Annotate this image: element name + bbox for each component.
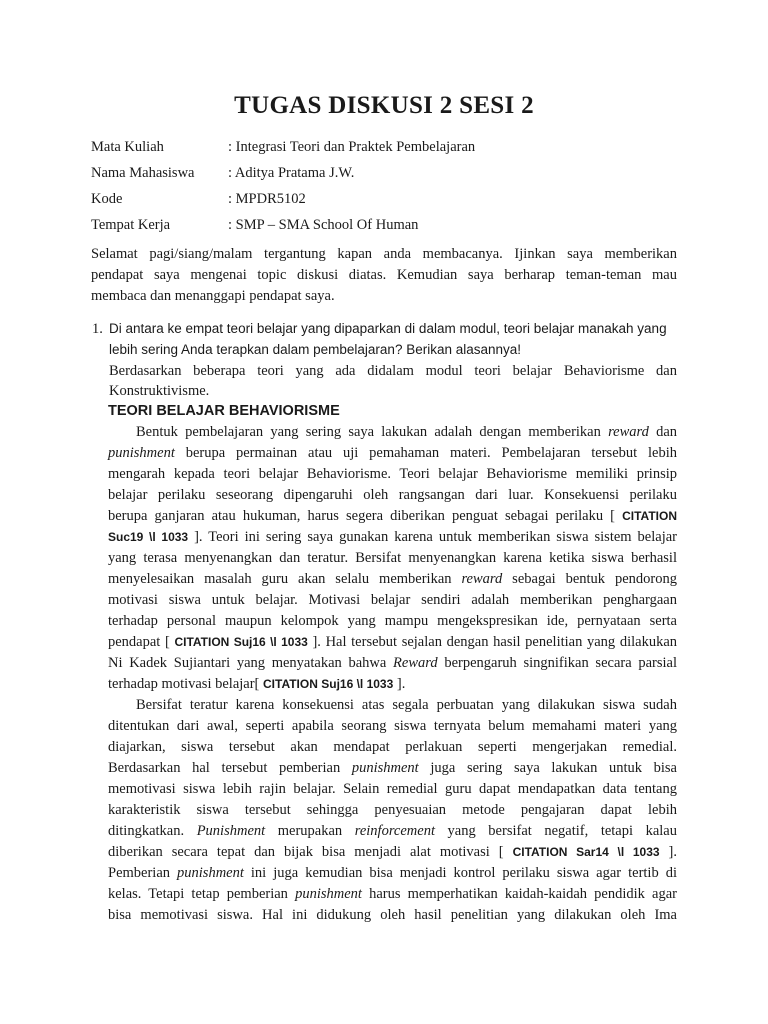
citation-field: Suc19 \l 1033 <box>108 530 189 544</box>
paragraph-line: kelas. Tetapi tetap pemberian punishment harus memperhatikan kaidah-kaidah pendidik agar <box>108 886 677 902</box>
paragraph-line: ditingkatkan. Punishment merupakan reinforcement yang bersifat negatif, tetapi kalau <box>108 823 677 839</box>
answer-intro-line: Berdasarkan beberapa teori yang ada didalam modul teori belajar Behaviorisme dan <box>109 363 677 379</box>
paragraph-line: diberikan secara tepat dan bijak bisa menjadi alat motivasi [ CITATION Sar14 \l 1033 ]. <box>108 844 677 860</box>
paragraph-line: punishment berupa permainan atau uji pemahaman materi. Pembelajaran tersebut lebih <box>108 445 677 461</box>
paragraph-line: belajar perilaku seseorang dipengaruhi oleh rangsangan dari luar. Konsekuensi perilaku <box>108 487 677 503</box>
intro-line: Selamat pagi/siang/malam tergantung kapan anda membacanya. Ijinkan saya memberikan <box>91 246 677 262</box>
meta-value: : Integrasi Teori dan Praktek Pembelajaran <box>228 139 476 155</box>
question-line: lebih sering Anda terapkan dalam pembelajaran? Berikan alasannya! <box>109 342 522 357</box>
paragraph-line: Berdasarkan hal tersebut pemberian punishment juga sering saya lakukan untuk bisa <box>108 760 677 776</box>
citation-field: CITATION Sar14 \l 1033 <box>512 845 660 859</box>
meta-label: Mata Kuliah <box>91 139 164 155</box>
paragraph-line: menyelesaikan masalah guru akan selalu memberikan reward sebagai bentuk pendorong <box>108 571 677 587</box>
paragraph-line: berupa ganjaran atau hukuman, harus segera diberikan penguat sebagai perilaku [ CITATION <box>108 508 677 524</box>
meta-row-workplace <box>91 217 475 243</box>
paragraph-line: motivasi siswa untuk belajar. Motivasi belajar sendiri adalah memberikan penghargaan <box>108 592 677 608</box>
paragraph-line: yang terasa menyenangkan dan teratur. Bersifat menyenangkan karena ketika siswa berhasil <box>108 550 677 566</box>
paragraph-line: terhadap personal maupun kelompok yang mampu mengekspresikan ide, pernyataan serta <box>108 613 677 629</box>
citation-field: CITATION Suj16 \l 1033 <box>263 677 394 691</box>
meta-row-code <box>91 191 475 217</box>
paragraph-line: ditentukan dari awal, seperti apabila seorang siswa ternyata belum memahami materi yang <box>108 718 677 734</box>
paragraph-line: karakteristik siswa tersebut sehingga penyesuaian metode pengajaran dapat lebih <box>108 802 677 818</box>
meta-block <box>91 139 475 243</box>
meta-value: : SMP – SMA School Of Human <box>228 217 419 233</box>
question-line: Di antara ke empat teori belajar yang dipaparkan di dalam modul, teori belajar manakah yang <box>109 321 667 336</box>
paragraph-line: pendapat [ CITATION Suj16 \l 1033 ]. Hal tersebut sejalan dengan hasil penelitian yang dilakukan <box>108 634 677 650</box>
paragraph-line: bisa memotivasi siswa. Hal ini didukung oleh hasil penelitian yang dilakukan oleh Ima <box>108 907 677 923</box>
meta-label: Tempat Kerja <box>91 217 171 233</box>
paragraph-line: memotivasi siswa lebih rajin belajar. Selain remedial guru dapat mendapatkan data tentang <box>108 781 677 797</box>
intro-line: pendapat saya mengenai topic diskusi diatas. Kemudian saya berharap teman-teman mau <box>91 267 677 283</box>
paragraph-line: Bersifat teratur karena konsekuensi atas segala perbuatan yang dilakukan siswa sudah <box>136 697 677 713</box>
paragraph-line: Pemberian punishment ini juga kemudian bisa menjadi kontrol perilaku siswa agar tertib di <box>108 865 677 881</box>
question-number: 1. <box>92 321 103 337</box>
meta-label: Kode <box>91 191 123 207</box>
page-title: TUGAS DISKUSI 2 SESI 2 <box>234 92 534 119</box>
paragraph-line: Bentuk pembelajaran yang sering saya lakukan adalah dengan memberikan reward dan <box>136 424 678 440</box>
paragraph-line: Ni Kadek Sujiantari yang menyatakan bahwa Reward berpengaruh singnifikan secara parsial <box>108 655 677 671</box>
meta-value: : MPDR5102 <box>228 191 306 207</box>
citation-field: CITATION <box>622 509 677 523</box>
citation-field: CITATION Suj16 \l 1033 <box>174 635 308 649</box>
meta-value: : Aditya Pratama J.W. <box>228 165 355 181</box>
answer-intro-line: Konstruktivisme. <box>109 383 210 399</box>
paragraph-line: Suc19 \l 1033 ]. Teori ini sering saya gunakan karena untuk memberikan siswa sistem belajar <box>108 529 677 545</box>
paragraph-line: diajarkan, siswa tersebut akan mendapat perlakuan seperti mengerjakan remedial. <box>108 739 677 755</box>
intro-line: membaca dan menanggapi pendapat saya. <box>91 288 335 304</box>
paragraph-line: terhadap motivasi belajar[ CITATION Suj16 \l 1033 ]. <box>108 676 406 692</box>
section-heading: TEORI BELAJAR BEHAVIORISME <box>108 403 340 419</box>
meta-row-course <box>91 139 475 165</box>
paragraph-line: mengarah kepada teori belajar Behaviorisme. Teori belajar Behaviorisme memiliki prinsip <box>108 466 677 482</box>
meta-row-student-name <box>91 165 475 191</box>
meta-label: Nama Mahasiswa <box>91 165 195 181</box>
